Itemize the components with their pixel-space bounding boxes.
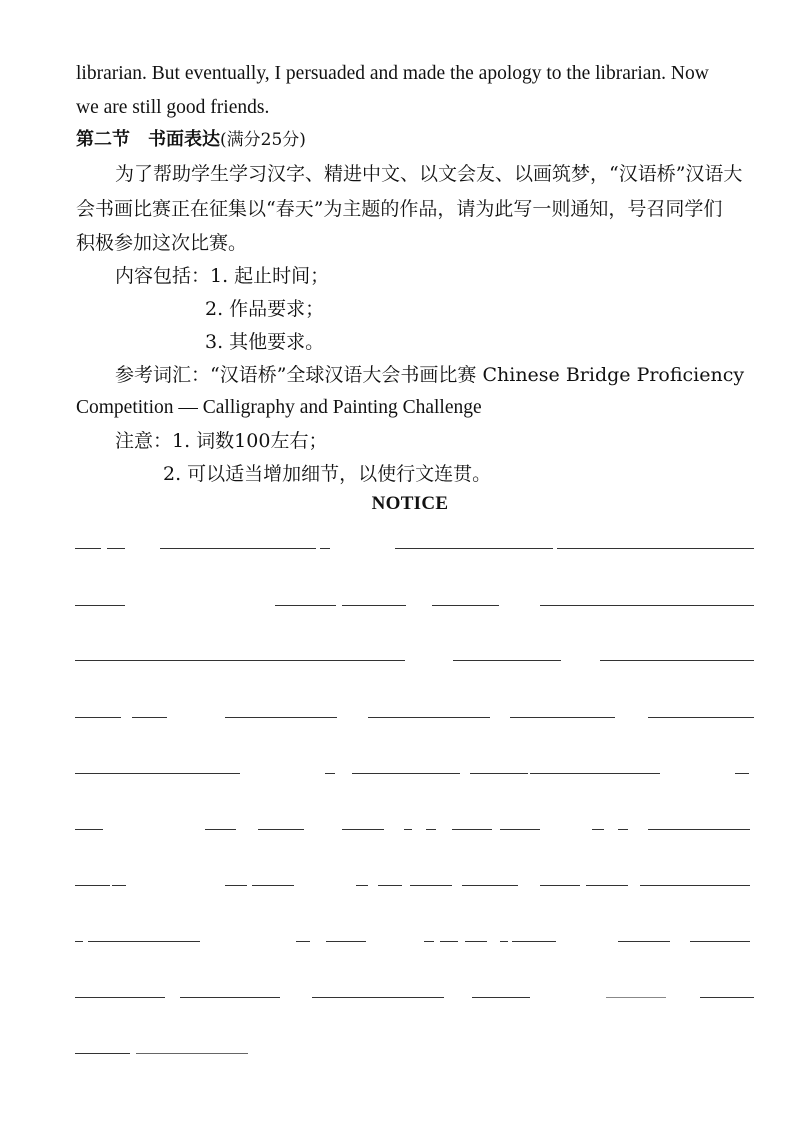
- answer-line-segment: [648, 829, 750, 830]
- answer-line-segment: [462, 885, 518, 886]
- answer-line-segment: [735, 773, 749, 774]
- answer-line-segment: [500, 829, 540, 830]
- answer-line-segment: [225, 885, 247, 886]
- answer-line-segment: [88, 941, 200, 942]
- answer-line-segment: [395, 548, 553, 549]
- section-title-text: 第二节 书面表达: [76, 129, 220, 150]
- answer-line-segment: [540, 605, 754, 606]
- prompt-line-2: 会书画比赛正在征集以“春天”为主题的作品，请为此写一则通知，号召同学们: [76, 198, 723, 220]
- note-item-2: 2. 可以适当增加细节，以使行文连贯。: [163, 463, 492, 485]
- passage-line-1: librarian. But eventually, I persuaded and made the apology to the librarian. Now: [76, 63, 709, 84]
- answer-line-segment: [606, 997, 666, 998]
- section-score-note: (满分25分): [220, 130, 306, 150]
- answer-line-segment: [470, 773, 528, 774]
- passage-line-2: we are still good friends.: [76, 97, 270, 118]
- answer-line-segment: [326, 941, 366, 942]
- answer-line-segment: [540, 885, 580, 886]
- answer-line-segment: [700, 997, 754, 998]
- answer-line-segment: [452, 829, 492, 830]
- answer-line-segment: [325, 773, 335, 774]
- answer-line-segment: [312, 997, 444, 998]
- answer-line-segment: [107, 548, 125, 549]
- answer-line-segment: [453, 660, 561, 661]
- notice-heading: NOTICE: [371, 493, 449, 514]
- answer-line-segment: [600, 660, 754, 661]
- answer-line-segment: [432, 605, 499, 606]
- content-item-2: 2. 作品要求；: [205, 298, 325, 320]
- answer-line-segment: [640, 885, 750, 886]
- answer-line-segment: [510, 717, 615, 718]
- answer-line-segment: [320, 548, 330, 549]
- answer-line-segment: [530, 773, 660, 774]
- answer-line-segment: [258, 829, 304, 830]
- answer-line-segment: [426, 829, 436, 830]
- answer-line-segment: [296, 941, 310, 942]
- answer-line-segment: [352, 773, 460, 774]
- answer-line-segment: [205, 829, 236, 830]
- answer-line-segment: [424, 941, 434, 942]
- answer-line-segment: [180, 997, 280, 998]
- answer-line-segment: [75, 829, 103, 830]
- answer-line-segment: [618, 829, 628, 830]
- answer-line-segment: [500, 941, 508, 942]
- answer-line-segment: [586, 885, 628, 886]
- vocabulary-line-2: Competition — Calligraphy and Painting Challenge: [76, 397, 482, 418]
- answer-line-segment: [690, 941, 750, 942]
- answer-line-segment: [618, 941, 670, 942]
- answer-line-segment: [472, 997, 530, 998]
- answer-line-segment: [342, 605, 406, 606]
- answer-line-segment: [465, 941, 487, 942]
- answer-line-segment: [356, 885, 368, 886]
- answer-line-segment: [512, 941, 556, 942]
- answer-line-segment: [225, 717, 337, 718]
- answer-line-segment: [75, 548, 101, 549]
- content-item-3: 3. 其他要求。: [205, 331, 325, 353]
- answer-line-segment: [132, 717, 167, 718]
- content-item-1: 1. 起止时间；: [210, 265, 330, 287]
- answer-line-segment: [404, 829, 412, 830]
- answer-line-segment: [160, 548, 316, 549]
- answer-line-segment: [342, 829, 384, 830]
- answer-line-segment: [557, 548, 754, 549]
- answer-line-segment: [75, 717, 121, 718]
- answer-line-segment: [112, 885, 126, 886]
- answer-line-segment: [75, 605, 125, 606]
- answer-line-segment: [75, 885, 110, 886]
- answer-line-segment: [75, 773, 240, 774]
- answer-line-segment: [592, 829, 604, 830]
- answer-line-segment: [648, 717, 754, 718]
- answer-line-segment: [368, 717, 490, 718]
- answer-line-segment: [136, 1053, 248, 1054]
- note-item-1: 1. 词数100左右；: [172, 430, 328, 452]
- answer-line-segment: [275, 605, 336, 606]
- prompt-line-3: 积极参加这次比赛。: [76, 232, 248, 254]
- content-label: 内容包括：: [115, 265, 211, 287]
- answer-line-segment: [440, 941, 458, 942]
- answer-line-segment: [75, 660, 405, 661]
- answer-line-segment: [378, 885, 402, 886]
- prompt-line-1: 为了帮助学生学习汉字、精进中文、以文会友、以画筑梦，“汉语桥”汉语大: [115, 163, 743, 185]
- vocabulary-line-1: 参考词汇：“汉语桥”全球汉语大会书画比赛 Chinese Bridge Proficiency: [115, 364, 745, 386]
- answer-line-segment: [75, 997, 165, 998]
- answer-line-segment: [252, 885, 294, 886]
- notes-label: 注意：: [115, 430, 173, 452]
- answer-line-segment: [75, 941, 83, 942]
- answer-line-segment: [75, 1053, 130, 1054]
- answer-line-segment: [410, 885, 452, 886]
